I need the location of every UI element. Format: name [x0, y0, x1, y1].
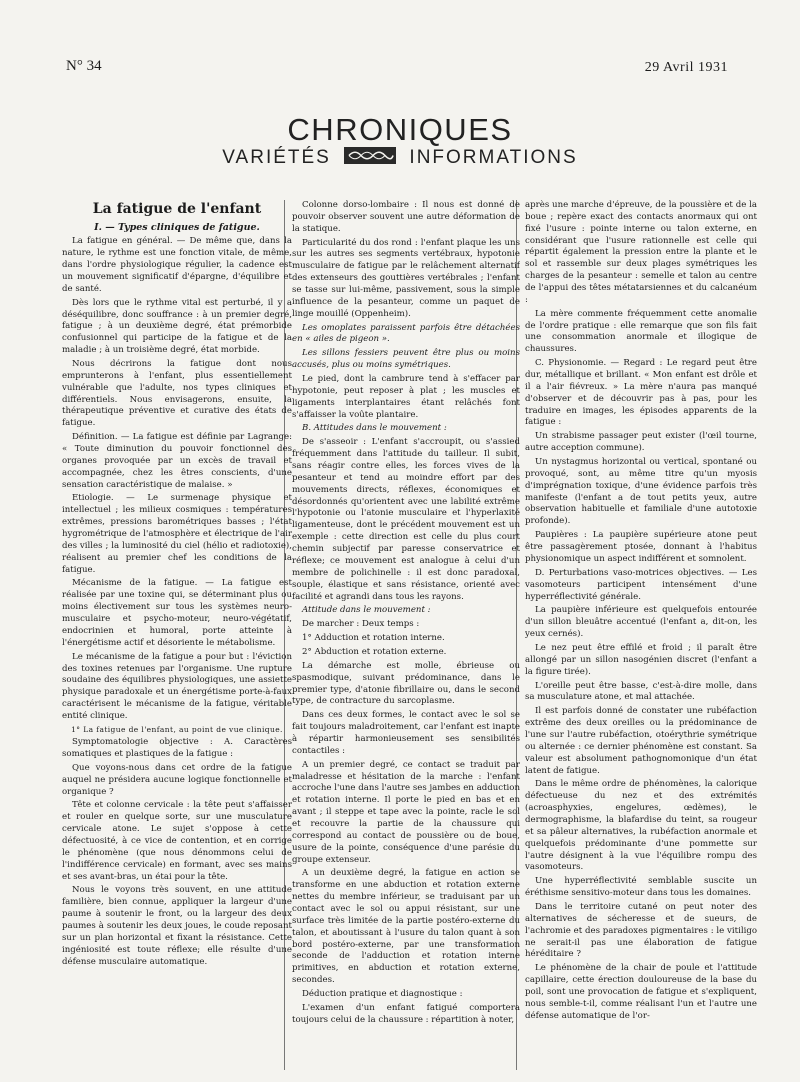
paragraph: Le phénomène de la chair de poule et l'attitude capillaire, cette érection douloureuse de la base du poil, sont une provocation de fatigue et s'expliquent, nous semble-t-il, comme réalisant l'un et l'autre une défense automatique de l'or- [525, 963, 757, 1021]
paragraph: Particularité du dos rond : l'enfant plaque les uns sur les autres ses segments vertébraux, hypotonie musculaire de fatigue par le relâchement alternatif des extenseurs des gouttières vertébrales ; l'enfant se tasse sur lui-même, passivement, sous la simple influence de la pesanteur, comme un paquet de linge mouillé (Oppenheim). [292, 237, 520, 319]
paragraph: Paupières : La paupière supérieure atone peut être passagèrement ptosée, donnant à l'habitus physionomique un aspect indifférent et somnolent. [525, 530, 757, 564]
paragraph: Nous le voyons très souvent, en une attitude familière, bien connue, appliquer la largeur d'une paume à soutenir le front, ou la largeur des deux paumes à soutenir les deux joues, le coude reposant sur un plan horizontal et fixant la résistance. Cette ingéniosité est toute réflexe; elle résulte d'une défense musculaire automatique. [62, 885, 292, 967]
paragraph: après une marche d'épreuve, de la poussière et de la boue ; repère exact des contacts anormaux qui ont fixé l'usure : pointe interne ou talon externe, en considérant que l'usure rationnelle est celle qui répartit également la pression entre la plante et le sol et rassemble sur deux plages symétriques les charges de la pesanteur : semelle et talon au centre de l'appui des têtes métatarsiennes et du calcanéum : [525, 200, 757, 305]
paragraph: Un nystagmus horizontal ou vertical, spontané ou provoqué, sont, au même titre qu'un myosis d'imprégnation toxique, d'une évidence parfois très manifeste (l'enfant a de tout petits yeux, autre observation habituelle et familiale d'une autotoxie profonde). [525, 457, 757, 527]
paragraph: Nous décrirons la fatigue dont nous emprunterons à l'enfant, plus essentiellement vulnérable que l'adulte, nos types cliniques et différentiels. Nous envisagerons, ensuite, la thérapeutique préventive et curative des états de fatigue. [62, 359, 292, 429]
paragraph: Dans le même ordre de phénomènes, la calorique défectueuse du nez et des extrémités (acroasphyxies, engelures, œdèmes), le dermographisme, la blafardise du teint, sa rougeur et sa pâleur alternatives, la rubéfaction anormale et quelquefois prédominante d'une pommette sur l'autre désignent à la vue l'équilibre rompu des vasomoteurs. [525, 779, 757, 873]
paragraph: Les omoplates paraissent parfois être détachées en « ailes de pigeon ». [292, 322, 520, 345]
paragraph: C. Physionomie. — Regard : Le regard peut être dur, métallique et brillant. « Mon enfant est drôle et il a l'air fiévreux. » La mère n'aura pas manqué d'observer et de découvrir pas à pas, pour les traduire en images, les épisodes apparents de la fatigue : [525, 358, 757, 428]
paragraph: Symptomatologie objective : A. Caractères somatiques et plastiques de la fatigue : [62, 737, 292, 759]
paragraph: Tête et colonne cervicale : la tête peut s'affaisser et rouler en quelque sorte, sur une musculature cervicale atone. Le sujet s'oppose à cette défectuosité, à ce vice de contention, et en corrige le phénomène (que nous dénommons celui de l'indifférence cervicale) en formant, avec ses mains et ses avant-bras, un étai pour la tête. [62, 800, 292, 882]
paragraph: Les sillons fessiers peuvent être plus ou moins accusés, plus ou moins symétriques. [292, 348, 520, 371]
paragraph: Déduction pratique et diagnostique : [302, 989, 463, 999]
paragraph: Le pied, dont la cambrure tend à s'effacer par hypotonie, peut reposer à plat ; les muscles et ligaments interplantaires étant relâchés font s'affaisser la voûte plantaire. [292, 374, 520, 420]
paragraph: Dans ces deux formes, le contact avec le sol se fait toujours maladroitement, car l'enfant est inapte à répartir harmonieusement ses sensibilités contactiles : [292, 710, 520, 756]
paragraph: La mère commente fréquemment cette anomalie de l'ordre pratique : elle remarque que son fils fait une consommation anormale et illogique de chaussures. [525, 308, 757, 355]
column-2 [292, 200, 520, 1070]
article-title: La fatigue de l'enfant [92, 201, 262, 217]
paragraph: Colonne dorso-lombaire : Il nous est donné de pouvoir observer souvent une autre déformation de la statique. [292, 200, 520, 234]
paragraph: La paupière inférieure est quelquefois entourée d'un sillon bleuâtre accentué (l'enfant a, dit-on, les yeux cernés). [525, 605, 757, 640]
paragraph: Que voyons-nous dans cet ordre de la fatigue auquel ne présidera aucune logique fonctionnelle et organique ? [62, 762, 292, 797]
paragraph: B. Attitudes dans le mouvement : [302, 423, 447, 434]
paragraph: La démarche est molle, ébrieuse ou spasmodique, suivant prédominance, dans le premier type, d'atonie fibrillaire ou, dans le second type, de contracture du sarcoplasme. [292, 660, 520, 707]
paragraph: Dans le territoire cutané on peut noter des alternatives de sécheresse et de sueurs, de l'achromie et des paradoxes pigmentaires : le vitiligo ne serait-il pas une élaboration de fatigue héréditaire ? [525, 901, 757, 960]
paragraph: A un premier degré, ce contact se traduit par maladresse et hésitation de la marche : l'enfant accroche l'une dans l'autre ses jambes en adduction et rotation interne. Il porte le pied en bas et en avant ; il steppe et tape avec la pointe, racle le sol et recouvre la partie de la chaussure qui correspond au contact de poussière ou de boue, usure de la pointe, conséquence d'une parésie du groupe extenseur. [292, 759, 520, 865]
ornament-icon [344, 147, 396, 164]
paragraph: Le mécanisme de la fatigue a pour but : l'éviction des toxines retenues par l'organisme. Une rupture soudaine des équilibres physiologiques, une assiette physique paradoxale et un énergétisme porte-à-faux caractérisent le mécanisme de la fatigue, véritable entité clinique. [62, 651, 292, 721]
paragraph: Il est parfois donné de constater une rubéfaction extrême des deux oreilles ou la prédominance de l'une sur l'autre rubéfaction, otoérythrie symétrique ou alternée : ce dernier phénomène est constant. Sa valeur est absolument pathognomonique d'un état latent de fatigue. [525, 706, 757, 776]
subtitle-left: VARIÉTÉS [222, 147, 331, 168]
paragraph: 2° Abduction et rotation externe. [302, 646, 447, 657]
section-heading: I. — Types cliniques de fatigue. [94, 222, 260, 234]
paragraph: De s'asseoir : L'enfant s'accroupit, ou s'assied fréquemment dans l'attitude du tailleur. Il subit, sans réagir contre elles, les forces vives de la pesanteur et tend au moindre effort par des mouvements directs, réflexes, économiques et désordonnés qu'orientent avec une labilité extrême l'hypotonie ou l'atonie musculaire et l'hyperlaxité ligamenteuse, dont le précédent mouvement est un exemple : cette direction est celle du plus court chemin subjectif par paresse conservatrice et réflexe; ce mouvement est analogue à celui d'un membre de polichinelle : il est donc paradoxal, souple, élastique et sans résistance, orienté avec facilité et agrandi dans tous les rayons. [292, 437, 520, 602]
issue-number: N° 34 [66, 58, 102, 74]
paragraph: Le nez peut être effilé et froid ; il paraît être allongé par un sillon nasogénien discret (l'enfant a la figure tirée). [525, 642, 757, 677]
issue-date: 29 Avril 1931 [644, 60, 728, 75]
section-subtitle [0, 147, 800, 169]
paragraph: De marcher : Deux temps : [302, 619, 420, 630]
paragraph: Etiologie. — Le surmenage physique et intellectuel ; les milieux cosmiques : températures extrêmes, pressions barométriques basses ; l'état hygrométrique de l'atmosphère et électrique de l'air des villes ; la luminosité du ciel (hélio et radiotoxie), réalisent au premier chef les conditions de la fatigue. [62, 493, 292, 575]
paragraph: D. Perturbations vaso-motrices objectives. — Les vasomoteurs participent intensément d'une hyperréflectivité générale. [525, 567, 757, 602]
column-3 [525, 200, 757, 1070]
sub-heading: 1° La fatigue de l'enfant, au point de vue clinique. [71, 724, 283, 734]
section-title: CHRONIQUES [287, 112, 513, 147]
column-1 [62, 200, 292, 1070]
paragraph: Mécanisme de la fatigue. — La fatigue est réalisée par une toxine qui, se déterminant plus ou moins électivement sur tous les systèmes neuro-musculaire et psycho-moteur, neuro-végétatif, endocrinien et humoral, porte atteinte à l'énergétisme actif et désoriente le métabolisme. [62, 578, 292, 648]
paragraph: 1° Adduction et rotation interne. [302, 633, 445, 644]
paragraph: A un deuxième degré, la fatigue en action se transforme en une abduction et rotation externe nettes du membre inférieur, se traduisant par un contact avec le sol ou appui résistant, sur une surface très limitée de la partie postéro-externe du talon, et aboutissant à l'usure du talon quant à son bord postéro-externe, par une transformation seconde de l'adduction et rotation interne primitives, en abduction et rotation externe, secondes. [292, 868, 520, 986]
paragraph: Attitude dans le mouvement : [302, 605, 431, 616]
subtitle-right: INFORMATIONS [409, 147, 578, 168]
paragraph: L'examen d'un enfant fatigué comportera toujours celui de la chaussure : répartition à noter, [292, 1002, 520, 1025]
paragraph: Un strabisme passager peut exister (l'œil tourne, autre acception commune). [525, 431, 757, 454]
paragraph: Une hyperréflectivité semblable suscite un éréthisme sensitivo-moteur dans tous les domaines. [525, 876, 757, 899]
paragraph: L'oreille peut être basse, c'est-à-dire molle, dans sa musculature atone, et mal attachée. [525, 680, 757, 703]
paragraph: Dès lors que le rythme vital est perturbé, il y a déséquilibre, donc souffrance : à un premier degré, fatigue ; à un deuxième degré, état prémorbide confusionnel qui participe de la fatigue et de la maladie ; à un troisième degré, état morbide. [62, 297, 292, 356]
paragraph: La fatigue en général. — De même que, dans la nature, le rythme est une fonction vitale, de même, dans l'ordre physiologique régulier, la cadence est un mouvement significatif d'épargne, d'équilibre et de santé. [62, 236, 292, 294]
paragraph: Définition. — La fatigue est définie par Lagrange: « Toute diminution du pouvoir fonctionnel des organes provoquée par un excès de travail et accompagnée, chez les êtres conscients, d'une sensation caractéristique de malaise. » [62, 432, 292, 490]
